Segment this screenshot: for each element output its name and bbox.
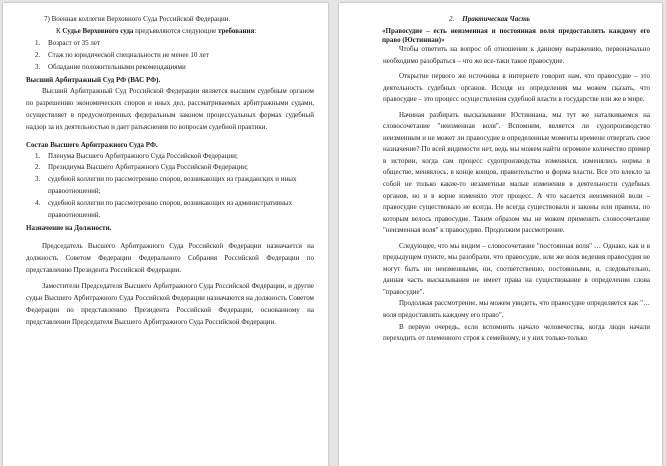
appointment-paragraph-2: Заместители Председателя Высшего Арбитражного Суда Российской Федерации, и другие судьи Высшего Арбитражного Суда Российской Федерации назначаются на должность Советом Федерации по представлению Президента Российской Федерации, основанному на представлении Председателя Высшего Арбитражного Суда Российской Федерации.	[26, 282, 314, 326]
requirements-intro: К Судье Верховного суда предъявляются следующие требования:	[56, 27, 257, 35]
appointment-heading: Назначение на Должности.	[26, 224, 112, 233]
appointment-paragraph-1: Председатель Высшего Арбитражного Суда Российской Федерации назначается на должность Советом Федерации Федерального Собрания Российской Федерации по представлению Президента Российской Федерации.	[26, 242, 314, 275]
list-item: 2. Президиума Высшего Арбитражного Суда Российской Федерации;	[42, 162, 314, 174]
document-page-right	[339, 3, 662, 466]
paragraph: Открытие первого же источника в интернете говорит нам, что правосудие – это деятельность судебных органов. Исходя из определения мы можем сказать, что правосудие – это процесс осуществления судебной власти в государстве или же в мире.	[383, 72, 650, 104]
paragraph: Чтобы ответить на вопрос об отношении к данному выражению, первоначально необходимо разобраться – что же все-таки такое правосудие.	[383, 45, 650, 65]
paragraph: Продолжая рассмотрение, мы можем увидеть, что правосудие определяется как "…воля предоставлять каждому его право".	[383, 299, 650, 320]
requirements-list	[26, 37, 314, 73]
list-item: 1. Возраст от 35 лет	[42, 37, 314, 49]
paragraph: В первую очередь, если вспомнить начало человечества, когда люди начали переходить от племенного строя к семейному, и у них только-только	[383, 322, 650, 343]
list-item: 1. Пленума Высшего Арбитражного Суда Российской Федерации;	[42, 151, 314, 163]
section-title: 2. Практическая Часть	[449, 15, 531, 23]
paragraph: Начиная разбирать высказывание Юстиниана, мы тут же наталкиваемся на словосочетание "неизменная воля". Вспомним, является ли судопроизводство неизменным и не может ли правосудие в определенные моменты времени отвергать свое назначение? По всей видимости нет, ведь мы можем найти огромное количество пример в истории, когда сам процесс судопроизводства изменялся, изменялись нормы в обществе, меняялось, в конце концов, правительство и форма власти. Все это влекло за собой не только какие-то незаметные малые изменения в деятельности судебных органов, но и в корне изменяло этот процесс. А что касается неизменной воли – правосудие существовало не всегда. Не всегда существовали и законы или правила, по которым велось правосудие. Таким образом мы не можем применить словосочетание "неизменная воля" к правосудию. Продолжим рассмотрение.	[383, 110, 650, 235]
military-collegium-line: 7) Военная коллегия Верховного Суда Российской Федерации.	[44, 15, 231, 23]
list-item: 3. Обладание положительными рекомендациями	[42, 61, 314, 73]
vas-heading: Высший Арбитражный Суд РФ (ВАС РФ).	[26, 76, 161, 84]
composition-list	[26, 151, 314, 222]
vas-paragraph: Высший Арбитражный Суд Российской Федерации является высшим судебным органом по разрешению экономических споров и иных дел, рассматриваемых арбитражными судами, осуществляет в предусмотренных федеральным законом процессуальных формах судебный надзор за их деятельностью и дает разъяснения по вопросам судебной практики.	[26, 87, 314, 131]
quote-heading: «Правосудие – есть неизменная и постоянная воля предоставлять каждому его право (Юстиниан)»	[382, 27, 650, 44]
document-page-left	[3, 3, 328, 466]
list-item: 3. судебной коллегии по рассмотрению споров, возникающих из гражданских и иных правоотношений;	[42, 174, 314, 198]
paragraph: Следующее, что мы видим – словосочетание "постоянная воля" … Однако, как и в предыдущем пункте, мы разобрали, что правосудие, или же воля ведения правосудия не могут быть ни неизменными, ни, соответственно, постоянными, и, следовательно, данная часть высказывания не имеет права на существование в определении слова "правосудие".	[383, 241, 650, 296]
composition-heading: Состав Высшего Арбитражного Суда РФ.	[26, 140, 158, 149]
list-item: 4. судебной коллегии по рассмотрению споров, возникающих из административных правоотношений.	[42, 198, 314, 222]
list-item: 2. Стаж по юридической специальности не менее 10 лет	[42, 49, 314, 61]
